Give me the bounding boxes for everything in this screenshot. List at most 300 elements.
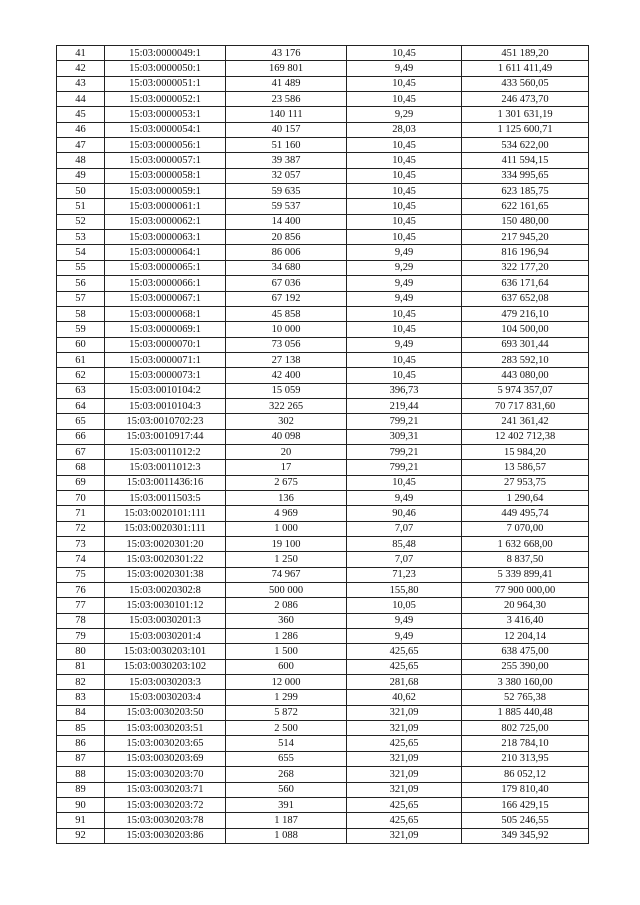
cadastral-number-cell: 15:03:0000054:1	[105, 122, 226, 137]
table-row	[57, 705, 589, 720]
cadastral-number-cell: 15:03:0011436:16	[105, 475, 226, 490]
area-cell: 59 537	[226, 199, 347, 214]
value-cell: 451 189,20	[462, 46, 589, 61]
value-cell: 433 560,05	[462, 76, 589, 91]
area-cell: 2 086	[226, 598, 347, 613]
table-row	[57, 199, 589, 214]
cadastral-number-cell: 15:03:0000059:1	[105, 184, 226, 199]
area-cell: 1 187	[226, 813, 347, 828]
row-number-cell: 82	[57, 675, 105, 690]
area-cell: 45 858	[226, 306, 347, 321]
table-row	[57, 61, 589, 76]
row-number-cell: 56	[57, 276, 105, 291]
cadastral-number-cell: 15:03:0000051:1	[105, 76, 226, 91]
area-cell: 20 856	[226, 230, 347, 245]
rate-cell: 10,05	[347, 598, 462, 613]
rate-cell: 10,45	[347, 153, 462, 168]
rate-cell: 9,49	[347, 337, 462, 352]
area-cell: 514	[226, 736, 347, 751]
row-number-cell: 64	[57, 398, 105, 413]
cadastral-number-cell: 15:03:0030201:3	[105, 613, 226, 628]
value-cell: 179 810,40	[462, 782, 589, 797]
cadastral-number-cell: 15:03:0030201:4	[105, 629, 226, 644]
row-number-cell: 85	[57, 721, 105, 736]
value-cell: 13 586,57	[462, 460, 589, 475]
cadastral-number-cell: 15:03:0020301:111	[105, 521, 226, 536]
cadastral-number-cell: 15:03:0010702:23	[105, 414, 226, 429]
cadastral-number-cell: 15:03:0020301:38	[105, 567, 226, 582]
area-cell: 10 000	[226, 322, 347, 337]
value-cell: 638 475,00	[462, 644, 589, 659]
rate-cell: 10,45	[347, 46, 462, 61]
value-cell: 86 052,12	[462, 767, 589, 782]
cadastral-number-cell: 15:03:0030203:69	[105, 751, 226, 766]
rate-cell: 10,45	[347, 368, 462, 383]
row-number-cell: 44	[57, 92, 105, 107]
value-cell: 623 185,75	[462, 184, 589, 199]
table-row	[57, 444, 589, 459]
table-row	[57, 429, 589, 444]
value-cell: 12 402 712,38	[462, 429, 589, 444]
row-number-cell: 49	[57, 168, 105, 183]
table-row	[57, 214, 589, 229]
rate-cell: 425,65	[347, 797, 462, 812]
rate-cell: 10,45	[347, 306, 462, 321]
value-cell: 622 161,65	[462, 199, 589, 214]
table-row	[57, 828, 589, 843]
rate-cell: 9,49	[347, 629, 462, 644]
row-number-cell: 91	[57, 813, 105, 828]
table-row	[57, 368, 589, 383]
area-cell: 655	[226, 751, 347, 766]
rate-cell: 321,09	[347, 705, 462, 720]
area-cell: 67 192	[226, 291, 347, 306]
value-cell: 8 837,50	[462, 552, 589, 567]
rate-cell: 396,73	[347, 383, 462, 398]
cadastral-number-cell: 15:03:0000056:1	[105, 138, 226, 153]
row-number-cell: 88	[57, 767, 105, 782]
cadastral-number-cell: 15:03:0020101:111	[105, 506, 226, 521]
rate-cell: 425,65	[347, 644, 462, 659]
rate-cell: 799,21	[347, 444, 462, 459]
table-row	[57, 306, 589, 321]
row-number-cell: 63	[57, 383, 105, 398]
area-cell: 2 500	[226, 721, 347, 736]
area-cell: 1 250	[226, 552, 347, 567]
area-cell: 268	[226, 767, 347, 782]
value-cell: 637 652,08	[462, 291, 589, 306]
value-cell: 1 125 600,71	[462, 122, 589, 137]
row-number-cell: 58	[57, 306, 105, 321]
rate-cell: 9,49	[347, 291, 462, 306]
rate-cell: 10,45	[347, 199, 462, 214]
rate-cell: 425,65	[347, 736, 462, 751]
cadastral-number-cell: 15:03:0000068:1	[105, 306, 226, 321]
table-row	[57, 184, 589, 199]
table-row	[57, 782, 589, 797]
rate-cell: 7,07	[347, 552, 462, 567]
value-cell: 77 900 000,00	[462, 583, 589, 598]
cadastral-number-cell: 15:03:0011012:3	[105, 460, 226, 475]
value-cell: 693 301,44	[462, 337, 589, 352]
cadastral-number-cell: 15:03:0030203:70	[105, 767, 226, 782]
row-number-cell: 73	[57, 537, 105, 552]
table-row	[57, 797, 589, 812]
value-cell: 534 622,00	[462, 138, 589, 153]
rate-cell: 321,09	[347, 751, 462, 766]
table-row	[57, 245, 589, 260]
cadastral-number-cell: 15:03:0010917:44	[105, 429, 226, 444]
rate-cell: 10,45	[347, 184, 462, 199]
cadastral-number-cell: 15:03:0000063:1	[105, 230, 226, 245]
rate-cell: 10,45	[347, 76, 462, 91]
table-row	[57, 153, 589, 168]
row-number-cell: 75	[57, 567, 105, 582]
value-cell: 52 765,38	[462, 690, 589, 705]
row-number-cell: 54	[57, 245, 105, 260]
area-cell: 34 680	[226, 260, 347, 275]
rate-cell: 9,49	[347, 245, 462, 260]
row-number-cell: 45	[57, 107, 105, 122]
cadastral-number-cell: 15:03:0000057:1	[105, 153, 226, 168]
area-cell: 136	[226, 490, 347, 505]
rate-cell: 9,49	[347, 613, 462, 628]
cadastral-number-cell: 15:03:0030203:101	[105, 644, 226, 659]
row-number-cell: 68	[57, 460, 105, 475]
row-number-cell: 51	[57, 199, 105, 214]
cadastral-number-cell: 15:03:0011503:5	[105, 490, 226, 505]
rate-cell: 9,49	[347, 61, 462, 76]
row-number-cell: 87	[57, 751, 105, 766]
table-row	[57, 629, 589, 644]
area-cell: 73 056	[226, 337, 347, 352]
rate-cell: 90,46	[347, 506, 462, 521]
rate-cell: 10,45	[347, 475, 462, 490]
table-row	[57, 276, 589, 291]
area-cell: 322 265	[226, 398, 347, 413]
area-cell: 42 400	[226, 368, 347, 383]
table-row	[57, 521, 589, 536]
cadastral-number-cell: 15:03:0000062:1	[105, 214, 226, 229]
table-row	[57, 598, 589, 613]
value-cell: 150 480,00	[462, 214, 589, 229]
rate-cell: 40,62	[347, 690, 462, 705]
value-cell: 816 196,94	[462, 245, 589, 260]
row-number-cell: 42	[57, 61, 105, 76]
area-cell: 14 400	[226, 214, 347, 229]
value-cell: 449 495,74	[462, 506, 589, 521]
cadastral-number-cell: 15:03:0000067:1	[105, 291, 226, 306]
area-cell: 59 635	[226, 184, 347, 199]
value-cell: 802 725,00	[462, 721, 589, 736]
row-number-cell: 71	[57, 506, 105, 521]
row-number-cell: 52	[57, 214, 105, 229]
value-cell: 1 611 411,49	[462, 61, 589, 76]
area-cell: 43 176	[226, 46, 347, 61]
document-page	[56, 45, 588, 844]
rate-cell: 425,65	[347, 659, 462, 674]
table-row	[57, 46, 589, 61]
rate-cell: 10,45	[347, 322, 462, 337]
row-number-cell: 89	[57, 782, 105, 797]
table-row	[57, 398, 589, 413]
table-row	[57, 490, 589, 505]
row-number-cell: 60	[57, 337, 105, 352]
cadastral-number-cell: 15:03:0000071:1	[105, 352, 226, 367]
rate-cell: 9,49	[347, 276, 462, 291]
cadastral-number-cell: 15:03:0010104:2	[105, 383, 226, 398]
cadastral-number-cell: 15:03:0011012:2	[105, 444, 226, 459]
table-row	[57, 352, 589, 367]
table-row	[57, 506, 589, 521]
cadastral-number-cell: 15:03:0000053:1	[105, 107, 226, 122]
rate-cell: 219,44	[347, 398, 462, 413]
value-cell: 443 080,00	[462, 368, 589, 383]
rate-cell: 155,80	[347, 583, 462, 598]
rate-cell: 321,09	[347, 767, 462, 782]
area-cell: 302	[226, 414, 347, 429]
area-cell: 169 801	[226, 61, 347, 76]
rate-cell: 799,21	[347, 460, 462, 475]
area-cell: 27 138	[226, 352, 347, 367]
rate-cell: 321,09	[347, 782, 462, 797]
area-cell: 23 586	[226, 92, 347, 107]
table-row	[57, 721, 589, 736]
row-number-cell: 48	[57, 153, 105, 168]
rate-cell: 10,45	[347, 352, 462, 367]
area-cell: 391	[226, 797, 347, 812]
value-cell: 7 070,00	[462, 521, 589, 536]
cadastral-number-cell: 15:03:0030203:102	[105, 659, 226, 674]
cadastral-number-cell: 15:03:0000061:1	[105, 199, 226, 214]
value-cell: 241 361,42	[462, 414, 589, 429]
value-cell: 636 171,64	[462, 276, 589, 291]
table-row	[57, 291, 589, 306]
rate-cell: 281,68	[347, 675, 462, 690]
row-number-cell: 46	[57, 122, 105, 137]
table-row	[57, 537, 589, 552]
rate-cell: 425,65	[347, 813, 462, 828]
table-row	[57, 751, 589, 766]
area-cell: 17	[226, 460, 347, 475]
table-row	[57, 567, 589, 582]
table-row	[57, 736, 589, 751]
cadastral-value-table	[56, 45, 589, 844]
table-row	[57, 613, 589, 628]
rate-cell: 7,07	[347, 521, 462, 536]
row-number-cell: 81	[57, 659, 105, 674]
rate-cell: 85,48	[347, 537, 462, 552]
value-cell: 322 177,20	[462, 260, 589, 275]
row-number-cell: 55	[57, 260, 105, 275]
table-row	[57, 107, 589, 122]
row-number-cell: 41	[57, 46, 105, 61]
value-cell: 70 717 831,60	[462, 398, 589, 413]
row-number-cell: 61	[57, 352, 105, 367]
row-number-cell: 79	[57, 629, 105, 644]
value-cell: 217 945,20	[462, 230, 589, 245]
area-cell: 74 967	[226, 567, 347, 582]
rate-cell: 10,45	[347, 230, 462, 245]
value-cell: 1 290,64	[462, 490, 589, 505]
cadastral-number-cell: 15:03:0030203:71	[105, 782, 226, 797]
row-number-cell: 67	[57, 444, 105, 459]
rate-cell: 321,09	[347, 828, 462, 843]
cadastral-number-cell: 15:03:0020301:22	[105, 552, 226, 567]
cadastral-number-cell: 15:03:0000058:1	[105, 168, 226, 183]
table-row	[57, 813, 589, 828]
cadastral-number-cell: 15:03:0000070:1	[105, 337, 226, 352]
row-number-cell: 66	[57, 429, 105, 444]
table-row	[57, 767, 589, 782]
table-row	[57, 383, 589, 398]
cadastral-number-cell: 15:03:0000073:1	[105, 368, 226, 383]
value-cell: 27 953,75	[462, 475, 589, 490]
area-cell: 1 088	[226, 828, 347, 843]
table-row	[57, 337, 589, 352]
row-number-cell: 78	[57, 613, 105, 628]
area-cell: 1 299	[226, 690, 347, 705]
rate-cell: 9,49	[347, 490, 462, 505]
area-cell: 41 489	[226, 76, 347, 91]
row-number-cell: 50	[57, 184, 105, 199]
value-cell: 411 594,15	[462, 153, 589, 168]
table-row	[57, 168, 589, 183]
area-cell: 1 286	[226, 629, 347, 644]
row-number-cell: 74	[57, 552, 105, 567]
row-number-cell: 86	[57, 736, 105, 751]
table-row	[57, 675, 589, 690]
row-number-cell: 53	[57, 230, 105, 245]
cadastral-number-cell: 15:03:0000066:1	[105, 276, 226, 291]
rate-cell: 9,29	[347, 260, 462, 275]
value-cell: 12 204,14	[462, 629, 589, 644]
area-cell: 40 157	[226, 122, 347, 137]
rate-cell: 28,03	[347, 122, 462, 137]
area-cell: 19 100	[226, 537, 347, 552]
cadastral-number-cell: 15:03:0030203:78	[105, 813, 226, 828]
value-cell: 1 885 440,48	[462, 705, 589, 720]
row-number-cell: 72	[57, 521, 105, 536]
value-cell: 1 632 668,00	[462, 537, 589, 552]
value-cell: 3 380 160,00	[462, 675, 589, 690]
value-cell: 1 301 631,19	[462, 107, 589, 122]
area-cell: 500 000	[226, 583, 347, 598]
value-cell: 255 390,00	[462, 659, 589, 674]
value-cell: 5 339 899,41	[462, 567, 589, 582]
area-cell: 1 500	[226, 644, 347, 659]
cadastral-number-cell: 15:03:0030203:3	[105, 675, 226, 690]
area-cell: 12 000	[226, 675, 347, 690]
cadastral-number-cell: 15:03:0030203:86	[105, 828, 226, 843]
table-row	[57, 583, 589, 598]
value-cell: 505 246,55	[462, 813, 589, 828]
value-cell: 283 592,10	[462, 352, 589, 367]
value-cell: 210 313,95	[462, 751, 589, 766]
value-cell: 15 984,20	[462, 444, 589, 459]
area-cell: 140 111	[226, 107, 347, 122]
row-number-cell: 57	[57, 291, 105, 306]
row-number-cell: 47	[57, 138, 105, 153]
value-cell: 218 784,10	[462, 736, 589, 751]
area-cell: 20	[226, 444, 347, 459]
rate-cell: 71,23	[347, 567, 462, 582]
table-row	[57, 644, 589, 659]
cadastral-number-cell: 15:03:0020302:8	[105, 583, 226, 598]
cadastral-number-cell: 15:03:0010104:3	[105, 398, 226, 413]
table-body	[57, 46, 589, 844]
table-row	[57, 122, 589, 137]
value-cell: 166 429,15	[462, 797, 589, 812]
row-number-cell: 69	[57, 475, 105, 490]
cadastral-number-cell: 15:03:0030203:65	[105, 736, 226, 751]
area-cell: 86 006	[226, 245, 347, 260]
table-row	[57, 552, 589, 567]
area-cell: 1 000	[226, 521, 347, 536]
row-number-cell: 83	[57, 690, 105, 705]
table-row	[57, 475, 589, 490]
rate-cell: 10,45	[347, 214, 462, 229]
area-cell: 32 057	[226, 168, 347, 183]
table-row	[57, 322, 589, 337]
table-row	[57, 230, 589, 245]
row-number-cell: 62	[57, 368, 105, 383]
row-number-cell: 80	[57, 644, 105, 659]
table-row	[57, 414, 589, 429]
cadastral-number-cell: 15:03:0000050:1	[105, 61, 226, 76]
table-row	[57, 76, 589, 91]
cadastral-number-cell: 15:03:0030101:12	[105, 598, 226, 613]
value-cell: 479 216,10	[462, 306, 589, 321]
row-number-cell: 76	[57, 583, 105, 598]
area-cell: 2 675	[226, 475, 347, 490]
value-cell: 3 416,40	[462, 613, 589, 628]
rate-cell: 321,09	[347, 721, 462, 736]
cadastral-number-cell: 15:03:0030203:4	[105, 690, 226, 705]
cadastral-number-cell: 15:03:0030203:51	[105, 721, 226, 736]
area-cell: 15 059	[226, 383, 347, 398]
rate-cell: 9,29	[347, 107, 462, 122]
table-row	[57, 460, 589, 475]
cadastral-number-cell: 15:03:0020301:20	[105, 537, 226, 552]
table-row	[57, 659, 589, 674]
row-number-cell: 59	[57, 322, 105, 337]
row-number-cell: 84	[57, 705, 105, 720]
row-number-cell: 90	[57, 797, 105, 812]
table-row	[57, 260, 589, 275]
rate-cell: 799,21	[347, 414, 462, 429]
area-cell: 40 098	[226, 429, 347, 444]
area-cell: 560	[226, 782, 347, 797]
value-cell: 20 964,30	[462, 598, 589, 613]
cadastral-number-cell: 15:03:0000049:1	[105, 46, 226, 61]
area-cell: 4 969	[226, 506, 347, 521]
area-cell: 5 872	[226, 705, 347, 720]
area-cell: 51 160	[226, 138, 347, 153]
area-cell: 39 387	[226, 153, 347, 168]
row-number-cell: 92	[57, 828, 105, 843]
row-number-cell: 65	[57, 414, 105, 429]
value-cell: 5 974 357,07	[462, 383, 589, 398]
area-cell: 67 036	[226, 276, 347, 291]
rate-cell: 10,45	[347, 138, 462, 153]
rate-cell: 309,31	[347, 429, 462, 444]
table-row	[57, 92, 589, 107]
rate-cell: 10,45	[347, 168, 462, 183]
row-number-cell: 70	[57, 490, 105, 505]
cadastral-number-cell: 15:03:0000064:1	[105, 245, 226, 260]
value-cell: 349 345,92	[462, 828, 589, 843]
